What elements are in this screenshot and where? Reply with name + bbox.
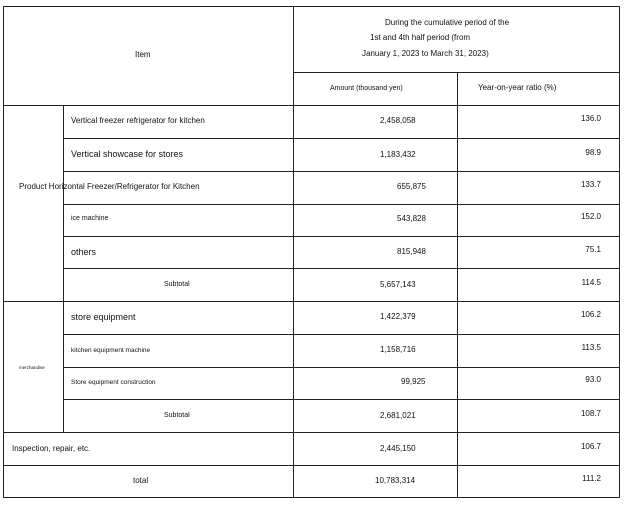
product-row-5-name: others	[71, 247, 97, 257]
product-row-3-amount: 655,875	[397, 182, 426, 191]
rule-top	[3, 6, 620, 7]
merch-row-3-name: Store equipment construction	[71, 379, 156, 386]
merch-row-1-name: store equipment	[71, 312, 136, 322]
total-amount: 10,783,314	[375, 476, 416, 485]
product-row-4-amount: 543,828	[397, 214, 426, 223]
product-row-1-ratio: 136.0	[580, 114, 601, 123]
rule-row	[63, 399, 620, 400]
merch-row-3-amount: 99,925	[401, 377, 426, 386]
header-item: Item	[135, 50, 151, 59]
inspection-amount: 2,445,150	[380, 444, 416, 453]
rule-header-bottom	[3, 105, 620, 106]
rule-merch-bottom	[3, 432, 620, 433]
header-ratio: Year-on-year ratio (%)	[478, 83, 557, 92]
rule-right	[619, 6, 620, 498]
product-subtotal-amount: 5,657,143	[380, 280, 416, 289]
header-period-line1: During the cumulative period of the	[385, 18, 510, 27]
rule-product-bottom	[3, 301, 620, 302]
product-group-label: Product Horizontal Freezer/Refrigerator for Kitchen	[19, 182, 200, 191]
inspection-label: Inspection, repair, etc.	[12, 444, 91, 453]
product-row-5-ratio: 75.1	[585, 245, 601, 254]
merch-row-1-amount: 1,422,379	[380, 312, 416, 321]
rule-row	[63, 236, 620, 237]
product-row-2-name: Vertical showcase for stores	[71, 149, 184, 159]
merch-row-1-ratio: 106.2	[580, 310, 601, 319]
header-period-line3: January 1, 2023 to March 31, 2023)	[362, 49, 489, 58]
product-row-2-amount: 1,183,432	[380, 150, 416, 159]
rule-row	[63, 138, 620, 139]
product-row-1-name: Vertical freezer refrigerator for kitchen	[71, 116, 205, 125]
inspection-ratio: 106.7	[580, 442, 601, 451]
rule-ratio-left	[457, 72, 458, 498]
rule-group-divider	[63, 105, 64, 432]
merch-subtotal-amount: 2,681,021	[380, 411, 416, 420]
merch-group-label: merchandise	[19, 365, 45, 370]
rule-amount-left	[293, 6, 294, 498]
rule-bottom	[3, 497, 620, 498]
merch-row-2-ratio: 113.5	[581, 343, 601, 352]
product-row-4-name: ice machine	[71, 215, 109, 222]
total-ratio: 111.2	[582, 474, 601, 483]
merch-row-2-amount: 1,158,716	[380, 345, 416, 354]
product-row-3-ratio: 133.7	[580, 180, 601, 189]
rule-row	[63, 367, 620, 368]
merch-row-3-ratio: 93.0	[585, 375, 601, 384]
rule-left	[3, 6, 4, 498]
product-row-5-amount: 815,948	[397, 247, 426, 256]
product-row-1-amount: 2,458,058	[380, 116, 416, 125]
product-row-2-ratio: 98.9	[585, 148, 601, 157]
merch-row-2-name: kitchen equipment machine	[71, 347, 151, 354]
product-subtotal-label: Subtotal	[164, 281, 190, 288]
rule-row	[63, 268, 620, 269]
sales-table	[3, 6, 620, 498]
rule-row	[63, 171, 620, 172]
merch-subtotal-ratio: 108.7	[580, 409, 601, 418]
header-period-line2: 1st and 4th half period (from	[370, 33, 471, 42]
header-amount: Amount (thousand yen)	[330, 85, 403, 92]
merch-subtotal-label: Subtotal	[164, 412, 190, 419]
total-label: total	[133, 476, 149, 485]
rule-row	[63, 204, 620, 205]
product-row-4-ratio: 152.0	[580, 212, 601, 221]
rule-inspection-bottom	[3, 465, 620, 466]
product-subtotal-ratio: 114.5	[581, 278, 601, 287]
rule-row	[63, 334, 620, 335]
